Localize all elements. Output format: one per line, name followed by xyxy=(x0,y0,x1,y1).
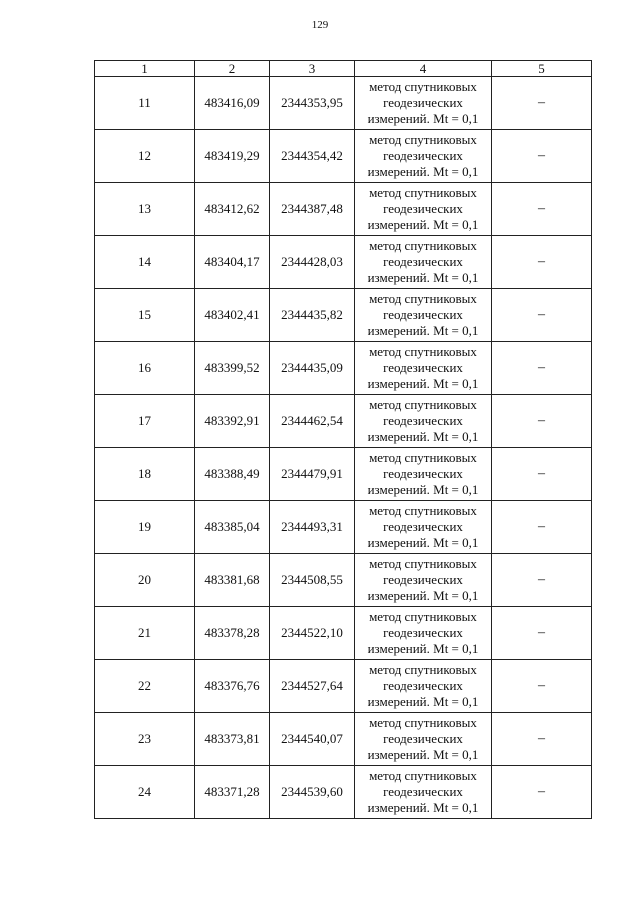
note-cell: – xyxy=(492,766,592,819)
method-line: геодезических xyxy=(383,466,463,481)
point-number-cell: 19 xyxy=(95,501,195,554)
method-cell xyxy=(355,395,492,448)
method-line: метод спутниковых xyxy=(369,450,477,465)
method-line: метод спутниковых xyxy=(369,503,477,518)
method-cell xyxy=(355,713,492,766)
method-line: метод спутниковых xyxy=(369,344,477,359)
coordinate-x-cell: 483419,29 xyxy=(195,130,270,183)
header-col-3: 3 xyxy=(270,61,355,77)
method-cell xyxy=(355,77,492,130)
coordinate-x-cell: 483385,04 xyxy=(195,501,270,554)
note-cell: – xyxy=(492,289,592,342)
note-cell: – xyxy=(492,448,592,501)
coordinate-y-cell: 2344508,55 xyxy=(270,554,355,607)
coordinates-table xyxy=(94,60,592,819)
method-line: геодезических xyxy=(383,572,463,587)
method-line: метод спутниковых xyxy=(369,768,477,783)
method-cell xyxy=(355,236,492,289)
method-line: геодезических xyxy=(383,625,463,640)
method-cell xyxy=(355,183,492,236)
coordinate-y-cell: 2344353,95 xyxy=(270,77,355,130)
method-line: измерений. Mt = 0,1 xyxy=(367,111,479,126)
method-line: геодезических xyxy=(383,254,463,269)
table-row xyxy=(95,766,592,819)
note-cell: – xyxy=(492,236,592,289)
coordinate-x-cell: 483392,91 xyxy=(195,395,270,448)
point-number-cell: 22 xyxy=(95,660,195,713)
note-cell: – xyxy=(492,713,592,766)
note-cell: – xyxy=(492,395,592,448)
method-line: геодезических xyxy=(383,201,463,216)
method-line: геодезических xyxy=(383,731,463,746)
method-line: геодезических xyxy=(383,95,463,110)
method-line: метод спутниковых xyxy=(369,556,477,571)
coordinate-y-cell: 2344479,91 xyxy=(270,448,355,501)
coordinate-x-cell: 483404,17 xyxy=(195,236,270,289)
note-cell: – xyxy=(492,342,592,395)
table-row xyxy=(95,395,592,448)
method-line: геодезических xyxy=(383,360,463,375)
table-row xyxy=(95,77,592,130)
method-line: метод спутниковых xyxy=(369,662,477,677)
table-row xyxy=(95,713,592,766)
coordinate-x-cell: 483388,49 xyxy=(195,448,270,501)
table-row xyxy=(95,501,592,554)
coordinate-x-cell: 483412,62 xyxy=(195,183,270,236)
coordinate-y-cell: 2344462,54 xyxy=(270,395,355,448)
method-cell xyxy=(355,342,492,395)
coordinate-x-cell: 483402,41 xyxy=(195,289,270,342)
coordinate-y-cell: 2344522,10 xyxy=(270,607,355,660)
point-number-cell: 15 xyxy=(95,289,195,342)
table-row xyxy=(95,236,592,289)
header-col-4: 4 xyxy=(355,61,492,77)
method-cell xyxy=(355,766,492,819)
point-number-cell: 18 xyxy=(95,448,195,501)
method-line: измерений. Mt = 0,1 xyxy=(367,270,479,285)
point-number-cell: 23 xyxy=(95,713,195,766)
table-header xyxy=(95,61,592,77)
header-col-1: 1 xyxy=(95,61,195,77)
method-line: измерений. Mt = 0,1 xyxy=(367,164,479,179)
coordinate-y-cell: 2344428,03 xyxy=(270,236,355,289)
method-line: геодезических xyxy=(383,148,463,163)
method-line: метод спутниковых xyxy=(369,79,477,94)
table-row xyxy=(95,183,592,236)
method-line: метод спутниковых xyxy=(369,397,477,412)
point-number-cell: 12 xyxy=(95,130,195,183)
point-number-cell: 16 xyxy=(95,342,195,395)
note-cell: – xyxy=(492,183,592,236)
method-line: измерений. Mt = 0,1 xyxy=(367,800,479,815)
table-row xyxy=(95,554,592,607)
coordinate-y-cell: 2344493,31 xyxy=(270,501,355,554)
method-cell xyxy=(355,660,492,713)
coordinate-y-cell: 2344435,09 xyxy=(270,342,355,395)
table-row xyxy=(95,289,592,342)
method-line: метод спутниковых xyxy=(369,238,477,253)
note-cell: – xyxy=(492,554,592,607)
header-row xyxy=(95,61,592,77)
point-number-cell: 17 xyxy=(95,395,195,448)
method-cell xyxy=(355,448,492,501)
note-cell: – xyxy=(492,501,592,554)
coordinate-x-cell: 483373,81 xyxy=(195,713,270,766)
method-line: измерений. Mt = 0,1 xyxy=(367,376,479,391)
note-cell: – xyxy=(492,607,592,660)
coordinate-x-cell: 483378,28 xyxy=(195,607,270,660)
coordinate-y-cell: 2344387,48 xyxy=(270,183,355,236)
page-number: 129 xyxy=(311,19,329,31)
coordinate-x-cell: 483416,09 xyxy=(195,77,270,130)
method-line: геодезических xyxy=(383,307,463,322)
method-line: геодезических xyxy=(383,519,463,534)
coordinate-x-cell: 483371,28 xyxy=(195,766,270,819)
method-line: измерений. Mt = 0,1 xyxy=(367,482,479,497)
table-row xyxy=(95,607,592,660)
method-line: геодезических xyxy=(383,413,463,428)
method-line: метод спутниковых xyxy=(369,185,477,200)
method-line: измерений. Mt = 0,1 xyxy=(367,641,479,656)
note-cell: – xyxy=(492,660,592,713)
table-row xyxy=(95,130,592,183)
note-cell: – xyxy=(492,77,592,130)
header-col-5: 5 xyxy=(492,61,592,77)
method-cell xyxy=(355,130,492,183)
note-cell: – xyxy=(492,130,592,183)
coordinate-x-cell: 483399,52 xyxy=(195,342,270,395)
header-col-2: 2 xyxy=(195,61,270,77)
table-body xyxy=(95,77,592,819)
table-row xyxy=(95,342,592,395)
point-number-cell: 24 xyxy=(95,766,195,819)
method-line: геодезических xyxy=(383,678,463,693)
point-number-cell: 20 xyxy=(95,554,195,607)
method-line: измерений. Mt = 0,1 xyxy=(367,217,479,232)
method-cell xyxy=(355,554,492,607)
coordinate-y-cell: 2344539,60 xyxy=(270,766,355,819)
point-number-cell: 14 xyxy=(95,236,195,289)
method-cell xyxy=(355,607,492,660)
method-cell xyxy=(355,289,492,342)
method-line: геодезических xyxy=(383,784,463,799)
coordinate-x-cell: 483381,68 xyxy=(195,554,270,607)
method-cell xyxy=(355,501,492,554)
coordinate-y-cell: 2344527,64 xyxy=(270,660,355,713)
coordinate-y-cell: 2344540,07 xyxy=(270,713,355,766)
coordinate-y-cell: 2344435,82 xyxy=(270,289,355,342)
point-number-cell: 13 xyxy=(95,183,195,236)
method-line: метод спутниковых xyxy=(369,715,477,730)
coordinate-y-cell: 2344354,42 xyxy=(270,130,355,183)
method-line: измерений. Mt = 0,1 xyxy=(367,747,479,762)
coordinate-x-cell: 483376,76 xyxy=(195,660,270,713)
method-line: измерений. Mt = 0,1 xyxy=(367,429,479,444)
method-line: измерений. Mt = 0,1 xyxy=(367,323,479,338)
table-row xyxy=(95,448,592,501)
method-line: измерений. Mt = 0,1 xyxy=(367,535,479,550)
method-line: метод спутниковых xyxy=(369,609,477,624)
method-line: метод спутниковых xyxy=(369,132,477,147)
method-line: метод спутниковых xyxy=(369,291,477,306)
method-line: измерений. Mt = 0,1 xyxy=(367,694,479,709)
method-line: измерений. Mt = 0,1 xyxy=(367,588,479,603)
table-row xyxy=(95,660,592,713)
point-number-cell: 21 xyxy=(95,607,195,660)
point-number-cell: 11 xyxy=(95,77,195,130)
